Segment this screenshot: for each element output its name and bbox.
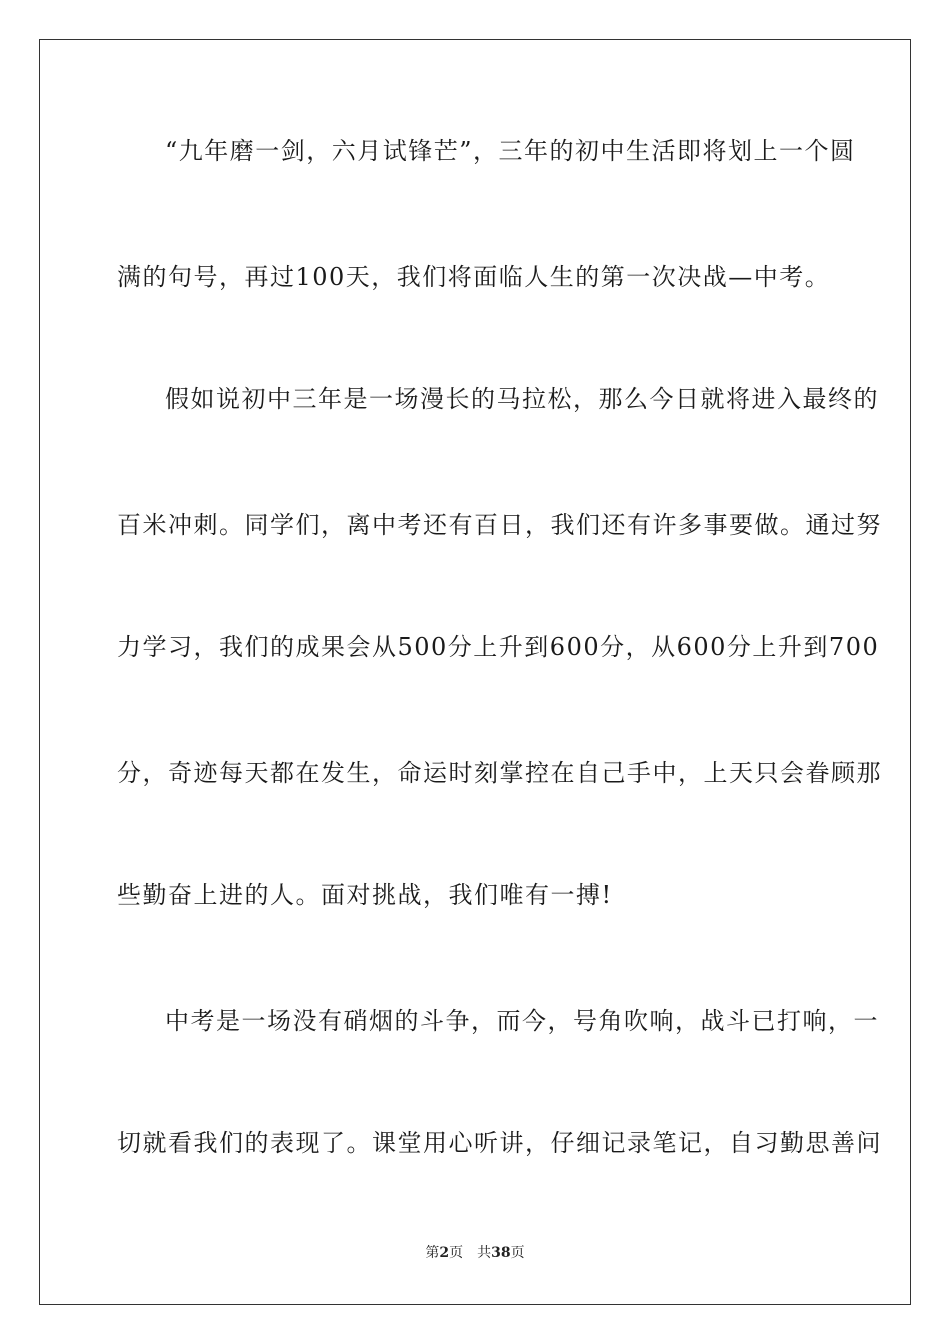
page-border [39,39,911,1305]
text-line-1: “九年磨一剑，六月试锋芒”，三年的初中生活即将划上一个圆 [165,137,856,165]
footer-total-prefix: 共 [477,1245,492,1261]
text-line-7: 些勤奋上进的人。面对挑战，我们唯有一搏! [117,881,613,909]
text-line-8: 中考是一场没有硝烟的斗争，而今，号角吹响，战斗已打响，一 [165,1007,879,1035]
footer-page-suffix: 页 [449,1245,464,1261]
text-line-3: 假如说初中三年是一场漫长的马拉松，那么今日就将进入最终的 [165,385,879,413]
footer-page-number: 2 [439,1245,450,1261]
footer-total-suffix: 页 [510,1245,525,1261]
text-line-4: 百米冲刺。同学们，离中考还有百日，我们还有许多事要做。通过努 [117,511,882,539]
page-footer [0,1244,950,1262]
footer-total-pages: 38 [491,1245,511,1261]
text-line-6: 分，奇迹每天都在发生，命运时刻掌控在自己手中，上天只会眷顾那 [117,759,882,787]
footer-page-prefix: 第 [425,1245,440,1261]
text-line-5: 力学习，我们的成果会从500分上升到600分，从600分上升到700 [117,633,880,661]
text-line-9: 切就看我们的表现了。课堂用心听讲，仔细记录笔记，自习勤思善问 [117,1129,882,1157]
text-line-2: 满的句号，再过100天，我们将面临人生的第一次决战—中考。 [117,263,831,291]
